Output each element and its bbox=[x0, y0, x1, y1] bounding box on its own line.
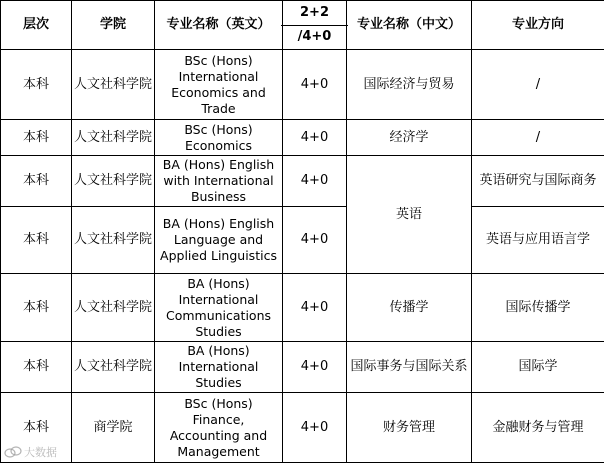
cell-major-cn: 财务管理 bbox=[347, 393, 472, 463]
cell-major-en: BA (Hons) International Studies bbox=[155, 342, 283, 393]
table-row bbox=[1, 120, 604, 156]
cell-direction: 国际传播学 bbox=[472, 274, 604, 342]
table-row bbox=[1, 342, 604, 393]
header-major-cn: 专业名称（中文） bbox=[347, 1, 472, 50]
cell-mode: 4+0 bbox=[283, 207, 347, 274]
cell-level: 本科 bbox=[1, 274, 72, 342]
table-row bbox=[1, 156, 604, 207]
header-mode-top: 2+2 bbox=[281, 1, 348, 26]
cell-college: 商学院 bbox=[72, 393, 155, 463]
cell-college: 人文社科学院 bbox=[72, 274, 155, 342]
header-direction: 专业方向 bbox=[472, 1, 604, 50]
cell-level: 本科 bbox=[1, 156, 72, 207]
cell-mode: 4+0 bbox=[283, 274, 347, 342]
cell-direction: 英语与应用语言学 bbox=[472, 207, 604, 274]
cell-college: 人文社科学院 bbox=[72, 207, 155, 274]
watermark-logo-icon bbox=[4, 446, 22, 458]
cell-direction: 金融财务与管理 bbox=[472, 393, 604, 463]
cell-major-cn: 国际经济与贸易 bbox=[347, 50, 472, 120]
cell-level: 本科 bbox=[1, 50, 72, 120]
header-college: 学院 bbox=[72, 1, 155, 50]
table-row bbox=[1, 50, 604, 120]
cell-major-en: BA (Hons) English Language and Applied Linguistics bbox=[155, 207, 283, 274]
cell-major-en: BSc (Hons) Finance, Accounting and Management bbox=[155, 393, 283, 463]
cell-major-en: BA (Hons) International Communications Studies bbox=[155, 274, 283, 342]
cell-college: 人文社科学院 bbox=[72, 120, 155, 156]
cell-mode: 4+0 bbox=[283, 50, 347, 120]
cell-college: 人文社科学院 bbox=[72, 50, 155, 120]
watermark-text: 大数据 bbox=[24, 446, 57, 459]
header-mode bbox=[283, 1, 347, 50]
table-row bbox=[1, 207, 604, 274]
table-row bbox=[1, 274, 604, 342]
cell-mode: 4+0 bbox=[283, 393, 347, 463]
cell-major-en: BSc (Hons) Economics bbox=[155, 120, 283, 156]
cell-direction: / bbox=[472, 50, 604, 120]
table-row bbox=[1, 393, 604, 463]
cell-direction: 英语研究与国际商务 bbox=[472, 156, 604, 207]
cell-major-cn: 国际事务与国际关系 bbox=[347, 342, 472, 393]
cell-level: 本科 bbox=[1, 342, 72, 393]
cell-direction: 国际学 bbox=[472, 342, 604, 393]
cell-major-cn: 传播学 bbox=[347, 274, 472, 342]
cell-major-cn: 经济学 bbox=[347, 120, 472, 156]
header-major-en: 专业名称（英文） bbox=[155, 1, 283, 50]
cell-level: 本科 bbox=[1, 207, 72, 274]
cell-mode: 4+0 bbox=[283, 342, 347, 393]
cell-mode: 4+0 bbox=[283, 120, 347, 156]
cell-level: 本科 bbox=[1, 120, 72, 156]
cell-major-en: BSc (Hons) International Economics and Trade bbox=[155, 50, 283, 120]
cell-major-en: BA (Hons) English with International Business bbox=[155, 156, 283, 207]
cell-mode: 4+0 bbox=[283, 156, 347, 207]
cell-college: 人文社科学院 bbox=[72, 342, 155, 393]
header-mode-bottom: /4+0 bbox=[297, 29, 332, 45]
watermark bbox=[4, 444, 57, 460]
cell-level: 本科 bbox=[1, 393, 72, 463]
table-header-row bbox=[1, 1, 604, 50]
cell-major-cn: 英语 bbox=[347, 156, 472, 274]
header-level: 层次 bbox=[1, 1, 72, 50]
cell-college: 人文社科学院 bbox=[72, 156, 155, 207]
cell-direction: / bbox=[472, 120, 604, 156]
